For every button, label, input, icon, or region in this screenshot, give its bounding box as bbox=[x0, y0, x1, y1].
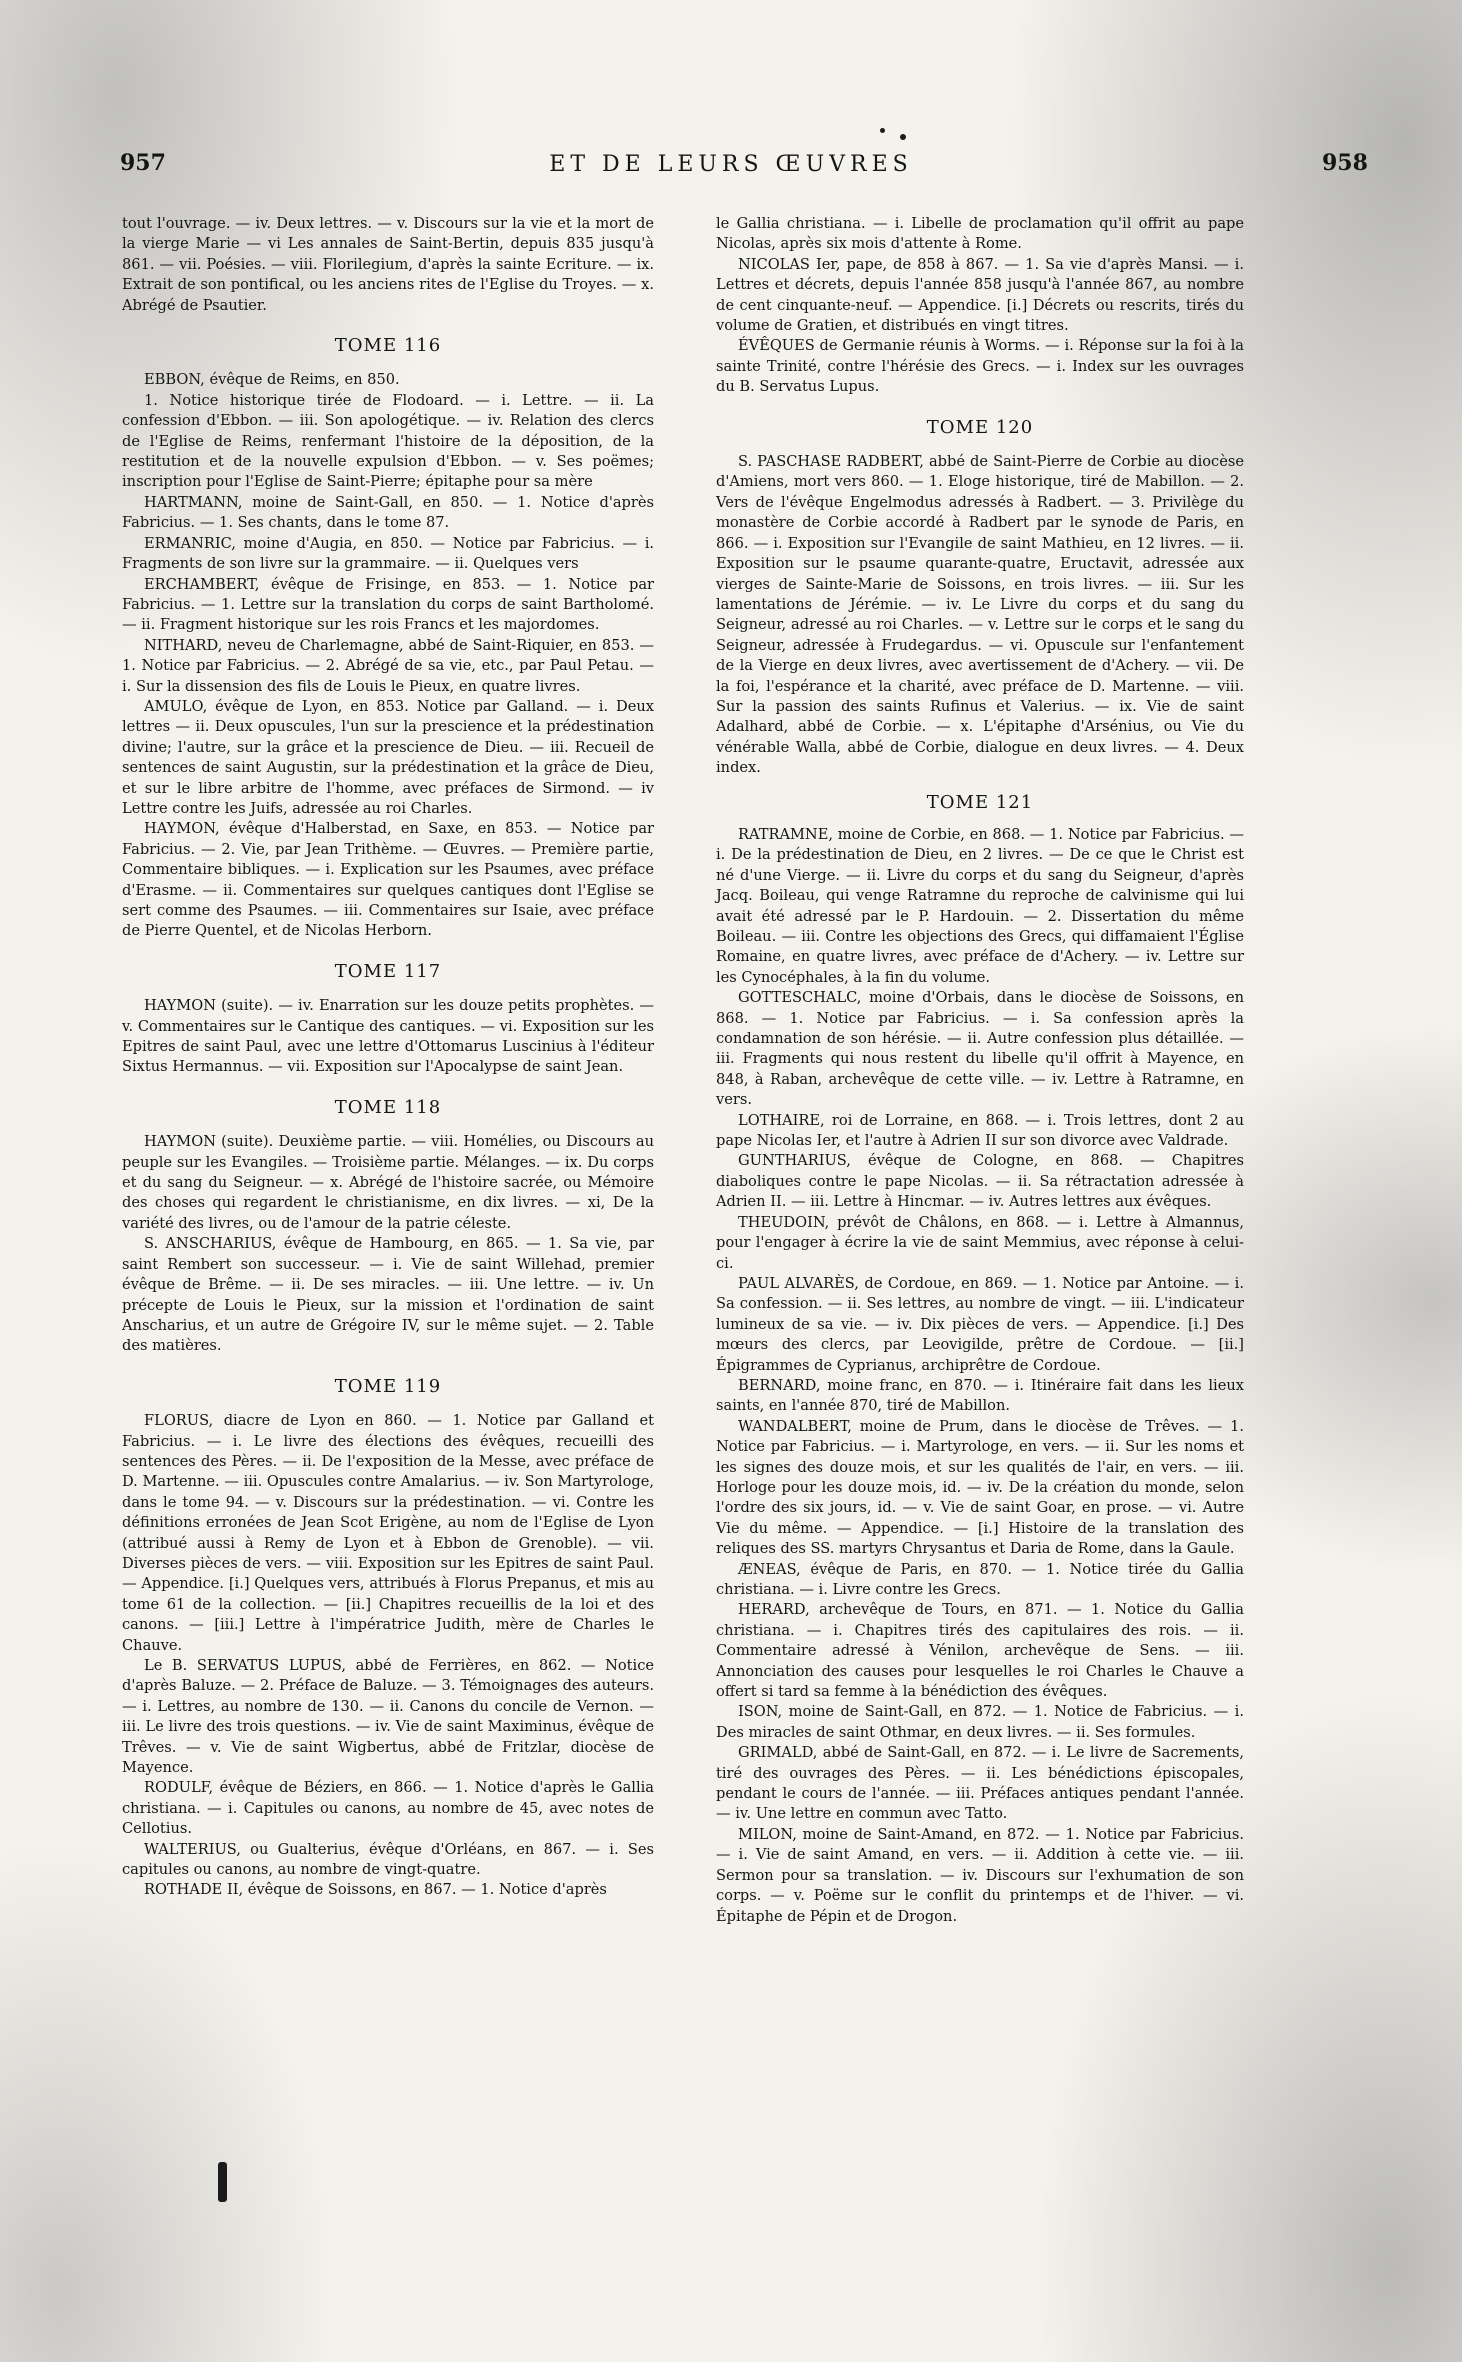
catalog-entry: GRIMALD, abbé de Saint-Gall, en 872. — i. Le livre de Sacrements, tiré des ouvrages des Pères. — ii. Les bénédictions épiscopales, pendant le cours de l'année. — iii. Préfaces antiques pendant l'année. — iv. Une lettre en commun avec Tatto. bbox=[716, 1744, 1244, 1823]
catalog-entry: HAYMON, évêque d'Halberstad, en Saxe, en 853. — Notice par Fabricius. — 2. Vie, par Jean Trithème. — Œuvres. — Première partie, Commentaire bibliques. — i. Explication sur les Psaumes, avec préface d'Erasme. — ii. Commentaires sur quelques cantiques dont l'Eglise se sert comme des Psaumes. — iii. Commentaires sur Isaie, avec préface de Pierre Quentel, et de Nicolas Herborn. bbox=[122, 820, 654, 940]
page-number-left: 957 bbox=[120, 150, 166, 176]
catalog-entry: 1. Notice historique tirée de Flodoard. — i. Lettre. — ii. La confession d'Ebbon. — iii. Son apologétique. — iv. Relation des clercs de l'Eglise de Reims, renfermant l'histoire de la déposition, de la restitution et de la nouvelle expulsion d'Ebbon. — v. Ses poëmes; inscription pour l'Eglise de Saint-Pierre; épitaphe pour sa mère bbox=[122, 391, 654, 491]
catalog-entry: BERNARD, moine franc, en 870. — i. Itinéraire fait dans les lieux saints, en l'année 870, tiré de Mabillon. bbox=[716, 1376, 1244, 1415]
catalog-entry: RODULF, évêque de Béziers, en 866. — 1. Notice d'après le Gallia christiana. — i. Capitules ou canons, au nombre de 45, avec notes de Cellotius. bbox=[122, 1779, 654, 1838]
catalog-entry: S. PASCHASE RADBERT, abbé de Saint-Pierre de Corbie au diocèse d'Amiens, mort vers 860. — 1. Eloge historique, tiré de Mabillon. — 2. Vers de l'évêque Engelmodus adressés à Radbert. — 3. Privilège du monastère de Corbie accordé à Radbert par le synode de Paris, en 866. — i. Exposition sur l'Evangile de saint Mathieu, en 12 livres. — ii. Exposition sur le psaume quarante-quatre, Eructavit, adressée aux vierges de Sainte-Marie de Soissons, en trois livres. — iii. Sur les lamentations de Jérémie. — iv. Le Livre du corps et du sang du Seigneur, adressé au roi Charles. — v. Lettre sur le corps et le sang du Seigneur, adressée à Frudegardus. — vi. Opuscule sur l'enfantement de la Vierge en deux livres, avec avertissement de d'Achery. — vii. De la foi, l'espérance et la charité, avec préface de D. Martenne. — viii. Sur la passion des saints Rufinus et Valerius. — ix. Vie de saint Adalhard, abbé de Corbie. — x. L'épitaphe d'Arsénius, ou Vie du vénérable Walla, abbé de Corbie, dialogue en deux livres. — 4. Deux index. bbox=[716, 453, 1244, 777]
ink-speck bbox=[880, 128, 885, 133]
catalog-entry: HARTMANN, moine de Saint-Gall, en 850. — 1. Notice d'après Fabricius. — 1. Ses chants, dans le tome 87. bbox=[122, 493, 654, 532]
catalog-entry: ERMANRIC, moine d'Augia, en 850. — Notice par Fabricius. — i. Fragments de son livre sur la grammaire. — ii. Quelques vers bbox=[122, 534, 654, 573]
catalog-entry: THEUDOIN, prévôt de Châlons, en 868. — i. Lettre à Almannus, pour l'engager à écrire la vie de saint Memmius, avec réponse à celui-ci. bbox=[716, 1213, 1244, 1272]
catalog-entry: ROTHADE II, évêque de Soissons, en 867. — 1. Notice d'après bbox=[144, 1881, 607, 1899]
catalog-entry: tout l'ouvrage. — iv. Deux lettres. — v. Discours sur la vie et la mort de la vierge Marie — vi Les annales de Saint-Bertin, depuis 835 jusqu'à 861. — vii. Poésies. — viii. Florilegium, d'après la sainte Ecriture. — ix. Extrait de son pontifical, ou les anciens rites de l'Eglise du Troyes. — x. Abrégé de Psautier. bbox=[122, 215, 654, 314]
ink-blot bbox=[218, 2162, 227, 2202]
catalog-entry: GOTTESCHALC, moine d'Orbais, dans le diocèse de Soissons, en 868. — 1. Notice par Fabricius. — i. Sa confession après la condamnation de son hérésie. — ii. Autre confession plus détaillée. — iii. Fragments qui nous restent du libelle qu'il offrit à Mayence, en 848, à Raban, archevêque de cette ville. — iv. Lettre à Ratramne, en vers. bbox=[716, 989, 1244, 1109]
running-title: ET DE LEURS ŒUVRES bbox=[549, 152, 913, 177]
catalog-entry: ERCHAMBERT, évêque de Frisinge, en 853. — 1. Notice par Fabricius. — 1. Lettre sur la translation du corps de saint Bartholomé. — ii. Fragment historique sur les rois Francs et les majordomes. bbox=[122, 575, 654, 634]
catalog-entry: NICOLAS Ier, pape, de 858 à 867. — 1. Sa vie d'après Mansi. — i. Lettres et décrets, depuis l'année 858 jusqu'à l'année 867, au nombre de cent cinquante-neuf. — Appendice. [i.] Décrets ou rescrits, tirés du volume de Gratien, et distribués en vingt titres. bbox=[716, 255, 1244, 335]
catalog-entry: HERARD, archevêque de Tours, en 871. — 1. Notice du Gallia christiana. — i. Chapitres tirés des capitulaires des rois. — ii. Commentaire adressé à Vénilon, archevêque de Sens. — iii. Annonciation des causes pour lesquelles le roi Charles le Chauve a offert si tard sa femme à la bénédiction des évêques. bbox=[716, 1601, 1244, 1701]
catalog-entry: ÉVÊQUES de Germanie réunis à Worms. — i. Réponse sur la foi à la sainte Trinité, contre l'hérésie des Grecs. — i. Index sur les ouvrages du B. Servatus Lupus. bbox=[716, 337, 1244, 396]
volume-heading: TOME 118 bbox=[334, 1096, 442, 1118]
page-number-right: 958 bbox=[1322, 150, 1368, 176]
catalog-entry: HAYMON (suite). Deuxième partie. — viii. Homélies, ou Discours au peuple sur les Evangiles. — Troisième partie. Mélanges. — ix. Du corps et du sang du Seigneur. — x. Abrégé de l'histoire sacrée, ou Mémoire des choses qui regardent le christianisme, en dix livres. — xi, De la variété des livres, ou de l'amour de la patrie céleste. bbox=[122, 1133, 654, 1232]
catalog-entry: NITHARD, neveu de Charlemagne, abbé de Saint-Riquier, en 853. — 1. Notice par Fabricius. — 2. Abrégé de sa vie, etc., par Paul Petau. — i. Sur la dissension des fils de Louis le Pieux, en quatre livres. bbox=[122, 636, 654, 695]
catalog-entry: ISON, moine de Saint-Gall, en 872. — 1. Notice de Fabricius. — i. Des miracles de saint Othmar, en deux livres. — ii. Ses formules. bbox=[716, 1703, 1244, 1741]
catalog-entry: FLORUS, diacre de Lyon en 860. — 1. Notice par Galland et Fabricius. — i. Le livre des élections des évêques, recueilli des sentences des Pères. — ii. De l'exposition de la Messe, avec préface de D. Martenne. — iii. Opuscules contre Amalarius. — iv. Son Martyrologe, dans le tome 94. — v. Discours sur la prédestination. — vi. Contre les définitions erronées de Jean Scot Erigène, au nom de l'Eglise de Lyon (attribué aussi à Remy de Lyon et à Ebbon de Grenoble). — vii. Diverses pièces de vers. — viii. Exposition sur les Epitres de saint Paul. — Appendice. [i.] Quelques vers, attribués à Florus Prepanus, et mis au tome 61 de la collection. — [ii.] Chapitres recueillis de la loi et des canons. — [iii.] Lettre à l'impératrice Judith, mère de Charles le Chauve. bbox=[122, 1412, 654, 1654]
catalog-entry: LOTHAIRE, roi de Lorraine, en 868. — i. Trois lettres, dont 2 au pape Nicolas Ier, et l'autre à Adrien II sur son divorce avec Valdrade. bbox=[716, 1111, 1244, 1150]
volume-heading: TOME 120 bbox=[926, 416, 1034, 438]
volume-heading: TOME 116 bbox=[334, 335, 442, 357]
catalog-entry: PAUL ALVARÈS, de Cordoue, en 869. — 1. Notice par Antoine. — i. Sa confession. — ii. Ses lettres, au nombre de vingt. — iii. L'indicateur lumineux de sa vie. — iv. Dix pièces de vers. — Appendice. [i.] Des mœurs des clercs, par Leovigilde, prêtre de Cordoue. — [ii.] Épigrammes de Cyprianus, archiprêtre de Cordoue. bbox=[716, 1274, 1244, 1374]
left-column bbox=[122, 214, 654, 1901]
catalog-entry: Le B. SERVATUS LUPUS, abbé de Ferrières, en 862. — Notice d'après Baluze. — 2. Préface de Baluze. — 3. Témoignages des auteurs. — i. Lettres, au nombre de 130. — ii. Canons du concile de Vernon. — iii. Le livre des trois questions. — iv. Vie de saint Maximinus, évêque de Trêves. — v. Vie de saint Wigbertus, abbé de Fritzlar, diocèse de Mayence. bbox=[122, 1657, 654, 1777]
catalog-entry: HAYMON (suite). — iv. Enarration sur les douze petits prophètes. — v. Commentaires sur le Cantique des cantiques. — vi. Exposition sur les Epitres de saint Paul, avec une lettre d'Ottomarus Luscinius à l'éditeur Sixtus Hermannus. — vii. Exposition sur l'Apocalypse de saint Jean. bbox=[122, 997, 654, 1076]
right-column bbox=[716, 214, 1244, 1927]
catalog-entry: le Gallia christiana. — i. Libelle de proclamation qu'il offrit au pape Nicolas, après six mois d'attente à Rome. bbox=[716, 215, 1244, 253]
volume-heading: TOME 117 bbox=[334, 960, 442, 982]
volume-heading: TOME 119 bbox=[334, 1375, 442, 1397]
catalog-entry: ÆNEAS, évêque de Paris, en 870. — 1. Notice tirée du Gallia christiana. — i. Livre contre les Grecs. bbox=[716, 1560, 1244, 1598]
catalog-entry: MILON, moine de Saint-Amand, en 872. — 1. Notice par Fabricius. — i. Vie de saint Amand, en vers. — ii. Addition à cette vie. — iii. Sermon pour sa translation. — iv. Discours sur l'exhumation de son corps. — v. Poëme sur le conflit du printemps et de l'hiver. — vi. Épitaphe de Pépin et de Drogon. bbox=[716, 1825, 1244, 1925]
ink-speck bbox=[900, 134, 906, 140]
catalog-entry: EBBON, évêque de Reims, en 850. bbox=[144, 371, 400, 389]
catalog-entry: WALTERIUS, ou Gualterius, évêque d'Orléans, en 867. — i. Ses capitules ou canons, au nombre de vingt-quatre. bbox=[122, 1840, 654, 1879]
catalog-entry: RATRAMNE, moine de Corbie, en 868. — 1. Notice par Fabricius. — i. De la prédestination de Dieu, en 2 livres. — De ce que le Christ est né d'une Vierge. — ii. Livre du corps et du sang du Seigneur, d'après Jacq. Boileau, qui venge Ratramne du reproche de calvinisme qui lui avait été adressé par le P. Hardouin. — 2. Dissertation du même Boileau. — iii. Contre les objections des Grecs, qui diffamaient l'Église Romaine, en quatre livres, avec préface de d'Achery. — iv. Lettre sur les Cynocéphales, à la fin du volume. bbox=[716, 825, 1244, 986]
catalog-entry: WANDALBERT, moine de Prum, dans le diocèse de Trêves. — 1. Notice par Fabricius. — i. Martyrologe, en vers. — ii. Sur les noms et les signes des douze mois, et sur les qualités de l'air, en vers. — iii. Horloge pour les douze mois, id. — iv. De la création du monde, selon l'ordre des six jours, id. — v. Vie de saint Goar, en prose. — vi. Autre Vie du même. — Appendice. — [i.] Histoire de la translation des reliques des SS. martyrs Chrysantus et Daria de Rome, dans la Gaule. bbox=[716, 1417, 1244, 1558]
catalog-entry: GUNTHARIUS, évêque de Cologne, en 868. — Chapitres diaboliques contre le pape Nicolas. — ii. Sa rétractation adressée à Adrien II. — iii. Lettre à Hincmar. — iv. Autres lettres aux évêques. bbox=[716, 1152, 1244, 1211]
volume-heading: TOME 121 bbox=[926, 791, 1034, 813]
catalog-entry: S. ANSCHARIUS, évêque de Hambourg, en 865. — 1. Sa vie, par saint Rembert son successeur. — i. Vie de saint Willehad, premier évêque de Brême. — ii. De ses miracles. — iii. Une lettre. — iv. Un précepte de Louis le Pieux, sur la mission et l'ordination de saint Anscharius, et un autre de Grégoire IV, sur le même sujet. — 2. Table des matières. bbox=[122, 1235, 654, 1355]
catalog-entry: AMULO, évêque de Lyon, en 853. Notice par Galland. — i. Deux lettres — ii. Deux opuscules, l'un sur la prescience et la prédestination divine; l'autre, sur la grâce et la prescience de Dieu. — iii. Recueil de sentences de saint Augustin, sur la prédestination et la grâce de Dieu, et sur le libre arbitre de l'homme, avec préfaces de Sirmond. — iv Lettre contre les Juifs, adressée au roi Charles. bbox=[122, 697, 654, 817]
